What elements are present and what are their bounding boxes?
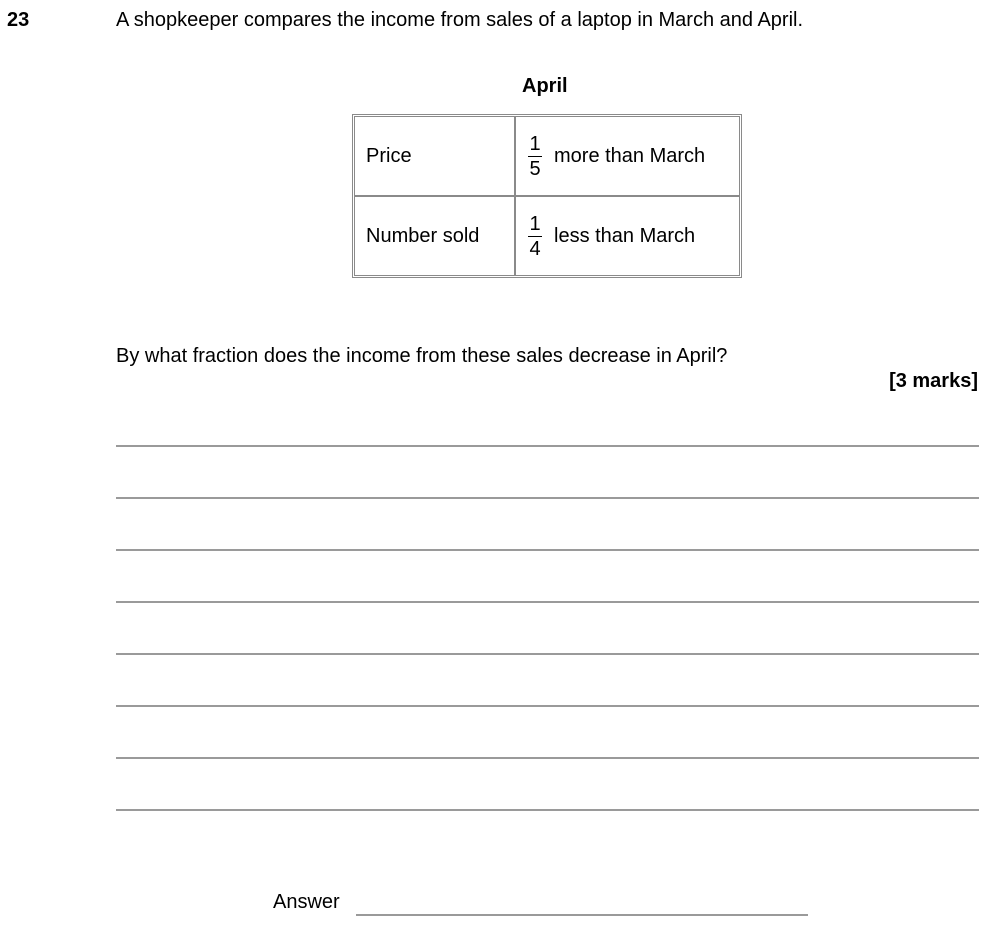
- table-row: [354, 196, 740, 276]
- fraction: [528, 133, 542, 180]
- row-description: less than March: [554, 224, 696, 247]
- working-line[interactable]: [116, 497, 979, 499]
- working-line[interactable]: [116, 601, 979, 603]
- table-row: [354, 116, 740, 196]
- question-prompt: By what fraction does the income from these sales decrease in April?: [116, 345, 728, 367]
- table-title: April: [522, 75, 568, 97]
- working-line[interactable]: [116, 445, 979, 447]
- fraction-numerator: 1: [529, 212, 541, 235]
- fraction-bar: [528, 156, 542, 157]
- row-value: [515, 116, 740, 196]
- row-value: [515, 196, 740, 276]
- row-label: Price: [354, 116, 515, 196]
- question-number: 23: [7, 9, 30, 31]
- row-label: Number sold: [354, 196, 515, 276]
- answer-line[interactable]: [356, 914, 808, 916]
- fraction-denominator: 4: [529, 237, 541, 260]
- working-line[interactable]: [116, 809, 979, 811]
- working-line[interactable]: [116, 653, 979, 655]
- answer-label: Answer: [273, 891, 340, 913]
- working-line[interactable]: [116, 705, 979, 707]
- row-description: more than March: [554, 144, 706, 167]
- fraction-denominator: 5: [529, 157, 541, 180]
- april-table: [352, 114, 742, 278]
- working-line[interactable]: [116, 757, 979, 759]
- marks-label: [3 marks]: [889, 370, 978, 392]
- question-stem: A shopkeeper compares the income from sales of a laptop in March and April.: [116, 9, 804, 31]
- fraction: [528, 213, 542, 260]
- fraction-bar: [528, 236, 542, 237]
- working-line[interactable]: [116, 549, 979, 551]
- fraction-numerator: 1: [529, 132, 541, 155]
